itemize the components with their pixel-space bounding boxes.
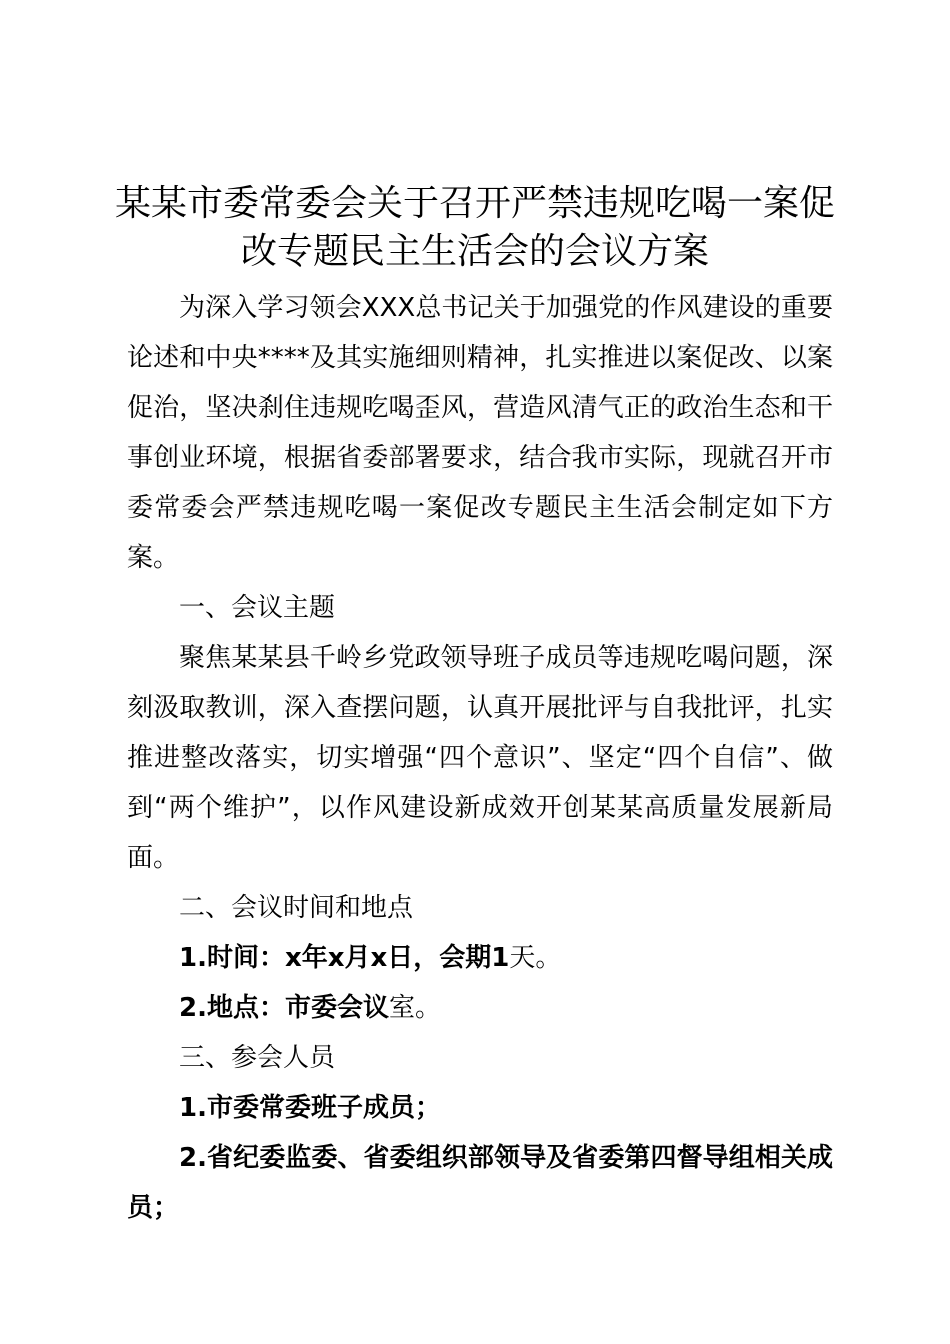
meeting-time-tail: 天。 xyxy=(509,943,562,973)
meeting-place xyxy=(127,983,833,1033)
meeting-place-label: 2.地点：市委会议 xyxy=(179,993,389,1023)
section-heading-attendees: 三、参会人员 xyxy=(179,1043,336,1073)
intro-paragraph: 为深入学习领会XXX总书记关于加强党的作风建设的重要论述和中央****及其实施细则精神，扎实推进以案促改、以案促治，坚决刹住违规吃喝歪风，营造风清气正的政治生态和干事创业环境，根据省委部署要求，结合我市实际，现就召开市委常委会严禁违规吃喝一案促改专题民主生活会制定如下方案。 xyxy=(127,293,833,573)
title-line-2: 改专题民主生活会的会议方案 xyxy=(240,231,709,272)
meeting-time-label: 1.时间：x年x月x日，会期1 xyxy=(179,943,510,973)
meeting-time xyxy=(127,933,833,983)
section-heading-time-place: 二、会议时间和地点 xyxy=(179,893,414,923)
document-body xyxy=(127,283,833,1233)
section-heading-theme: 一、会议主题 xyxy=(179,593,336,623)
theme-paragraph: 聚焦某某县千岭乡党政领导班子成员等违规吃喝问题，深刻汲取教训，深入查摆问题，认真开展批评与自我批评，扎实推进整改落实，切实增强“四个意识”、坚定“四个自信”、做到“两个维护”，以作风建设新成效开创某某高质量发展新局面。 xyxy=(127,643,833,873)
attendee-item-2: 2.省纪委监委、省委组织部领导及省委第四督导组相关成员； xyxy=(127,1143,833,1223)
title-line-1: 某某市委常委会关于召开严禁违规吃喝一案促 xyxy=(114,183,835,224)
document-title xyxy=(100,180,850,276)
meeting-place-tail: 室。 xyxy=(388,993,441,1023)
attendee-item-1: 1.市委常委班子成员； xyxy=(179,1093,441,1123)
